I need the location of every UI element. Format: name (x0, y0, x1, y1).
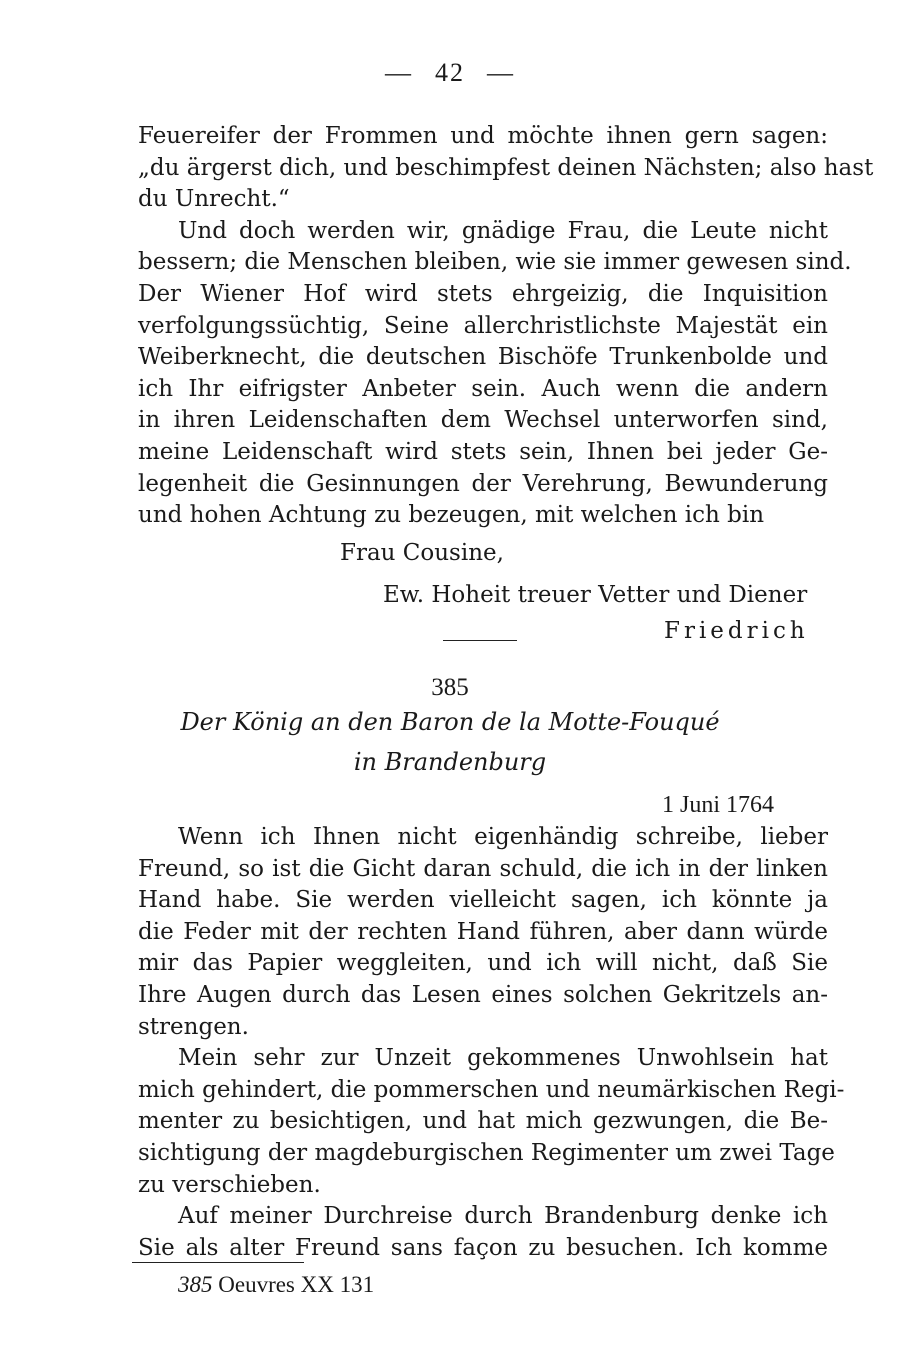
text-line: Freund, so ist die Gicht daran schuld, die ich in der linken (138, 855, 828, 882)
letter-385-paragraph-1 (138, 822, 828, 1043)
salutation: Frau Cousine, (340, 540, 504, 566)
text-line: Weiberknecht, die deutschen Bischöfe Trunkenbolde und (138, 344, 828, 371)
text-line: menter zu besichtigen, und hat mich gezwungen, die Be- (138, 1108, 828, 1135)
page-header (0, 58, 900, 88)
text-line: in ihren Leidenschaften dem Wechsel unterworfen sind, (138, 407, 828, 434)
text-line: Der Wiener Hof wird stets ehrgeizig, die Inquisition (138, 280, 828, 307)
letter-title-line-2: in Brandenburg (353, 748, 547, 776)
footnote-rule (132, 1262, 304, 1263)
text-line: Ihre Augen durch das Lesen eines solchen Gekritzels an- (138, 981, 828, 1008)
text-line: Und doch werden wir, gnädige Frau, die Leute nicht (178, 217, 828, 244)
header-dash-left: — (385, 58, 413, 87)
text-line: bessern; die Menschen bleiben, wie sie immer gewesen sind. (138, 249, 852, 276)
text-line: mir das Papier weggleiten, und ich will nicht, daß Sie (138, 950, 828, 977)
text-line: „du ärgerst dich, und beschimpfest deinen Nächsten; also hast (138, 154, 874, 181)
footnote (178, 1272, 374, 1298)
text-line: Hand habe. Sie werden vielleicht sagen, ich könnte ja (138, 887, 828, 914)
closing-formula: Ew. Hoheit treuer Vetter und Diener (383, 582, 808, 608)
letter-385-body (138, 822, 845, 1264)
text-line: Mein sehr zur Unzeit gekommenes Unwohlsein hat (178, 1045, 828, 1072)
text-line: meine Leidenschaft wird stets sein, Ihnen bei jeder Ge- (138, 438, 828, 465)
previous-letter-paragraph-1 (138, 121, 874, 216)
text-line: Feuereifer der Frommen und möchte ihnen gern sagen: (138, 123, 828, 149)
signature: Friedrich (664, 618, 809, 644)
text-line: strengen. (138, 1013, 249, 1040)
page-number: 42 (435, 58, 465, 87)
text-line: verfolgungssüchtig, Seine allerchristlichste Majestät ein (138, 312, 828, 339)
text-line: zu verschieben. (138, 1171, 321, 1198)
letter-date: 1 Juni 1764 (662, 792, 775, 818)
text-line: du Unrecht.“ (138, 186, 290, 213)
footnote-text: Oeuvres XX 131 (218, 1272, 375, 1297)
text-line: Auf meiner Durchreise durch Brandenburg denke ich (178, 1203, 828, 1230)
text-line: sichtigung der magdeburgischen Regimenter um zwei Tage (138, 1139, 835, 1166)
letter-385-paragraph-3 (138, 1201, 828, 1264)
footnote-number: 385 (178, 1272, 213, 1297)
text-line: Wenn ich Ihnen nicht eigenhändig schreibe, lieber (178, 824, 828, 850)
letter-385-paragraph-2 (138, 1043, 845, 1201)
text-line: Sie als alter Freund sans façon zu besuchen. Ich komme (138, 1234, 828, 1261)
text-line: legenheit die Gesinnungen der Verehrung, Bewunderung (138, 470, 828, 497)
letter-title-line-1: Der König an den Baron de la Motte-Fouqué (180, 708, 720, 736)
header-dash-right: — (487, 58, 515, 87)
text-line: ich Ihr eifrigster Anbeter sein. Auch wenn die andern (138, 375, 828, 402)
letter-number: 385 (431, 674, 469, 701)
text-line: und hohen Achtung zu bezeugen, mit welchen ich bin (138, 502, 765, 529)
previous-letter-body (138, 121, 874, 532)
section-divider (443, 640, 517, 641)
text-line: mich gehindert, die pommerschen und neumärkischen Regi- (138, 1076, 845, 1103)
text-line: die Feder mit der rechten Hand führen, aber dann würde (138, 918, 828, 945)
previous-letter-paragraph-2 (138, 216, 852, 532)
